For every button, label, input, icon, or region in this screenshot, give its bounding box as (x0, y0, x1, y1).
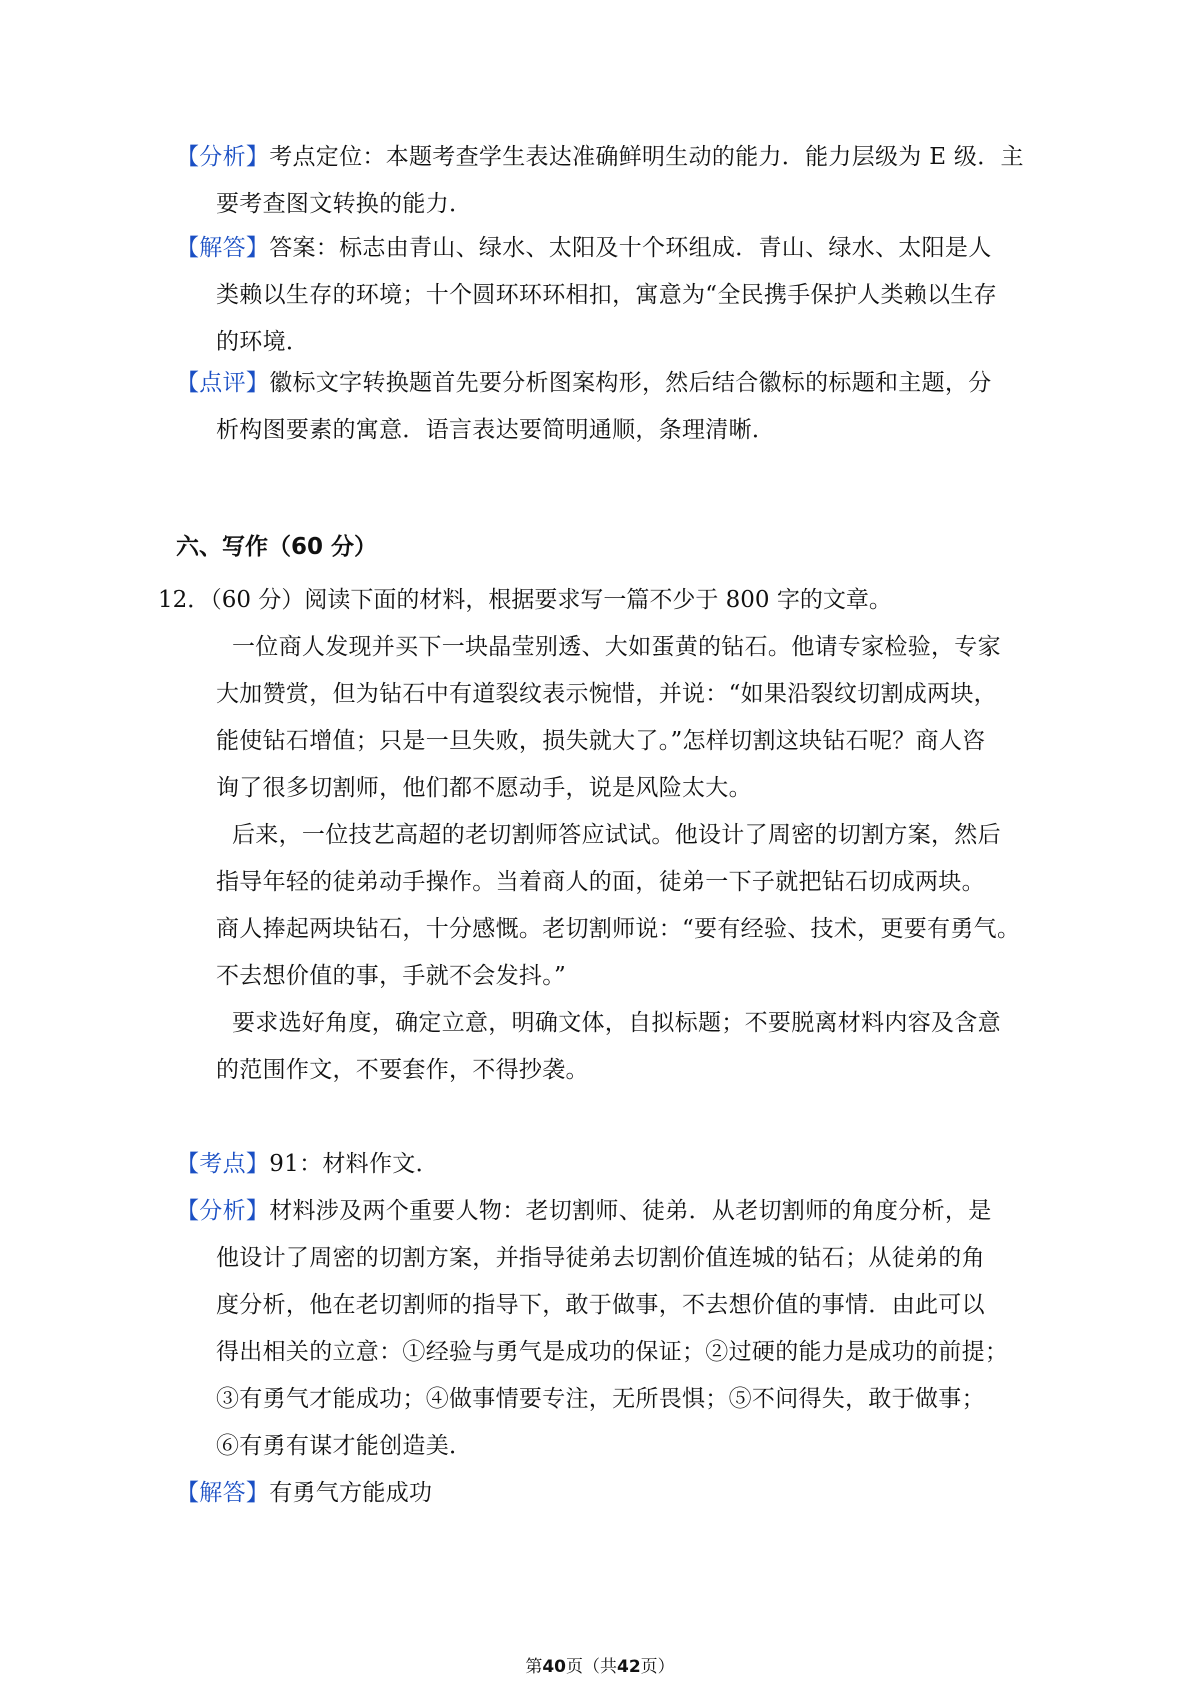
material-p2-line-2: 指导年轻的徒弟动手操作。当着商人的面，徒弟一下子就把钻石切成两块。 (216, 869, 985, 895)
comment-text-2: 析构图要素的寓意．语言表达要简明通顺，条理清晰． (216, 417, 776, 443)
answer2-line (176, 1470, 1026, 1517)
analysis-tag: 【分析】 (176, 144, 270, 170)
analysis2-tag: 【分析】 (176, 1198, 270, 1224)
material-paragraph-3 (216, 1000, 1026, 1094)
keypoint-tag: 【考点】 (176, 1151, 270, 1177)
material-paragraph-2 (216, 812, 1026, 1000)
analysis-text-1: 考点定位：本题考查学生表达准确鲜明生动的能力．能力层级为 E 级．主 (269, 144, 1024, 170)
analysis-line-1 (176, 134, 1026, 181)
section-title: 六、写作（60 分） (176, 534, 378, 560)
material-p1-line-2: 大加赞赏，但为钻石中有道裂纹表示惋惜，并说：“如果沿裂纹切割成两块， (216, 681, 997, 707)
footer-suffix: 页） (640, 1657, 675, 1677)
material-p2-line-3: 商人捧起两块钻石，十分感慨。老切割师说：“要有经验、技术，更要有勇气。 (216, 916, 1021, 942)
answer2-text: 有勇气方能成功 (269, 1480, 433, 1506)
analysis2-text-2: 他设计了周密的切割方案，并指导徒弟去切割价值连城的钻石；从徒弟的角 (216, 1245, 985, 1271)
keypoint-line (176, 1141, 1026, 1188)
answer-tag: 【解答】 (176, 235, 270, 261)
analysis-block-2 (176, 1188, 1026, 1470)
footer-total-pages: 42 (617, 1657, 641, 1677)
answer-block-2 (176, 1470, 1026, 1517)
material-p1-line-1: 一位商人发现并买下一块晶莹别透、大如蛋黄的钻石。他请专家检验，专家 (232, 634, 1001, 660)
comment-block (176, 360, 1026, 454)
answer-block-1 (176, 225, 1026, 366)
answer-line-1 (176, 225, 1026, 272)
footer-page-number: 40 (542, 1657, 566, 1677)
analysis2-text-4: 得出相关的立意：①经验与勇气是成功的保证；②过硬的能力是成功的前提； (216, 1339, 1009, 1365)
analysis2-text-1: 材料涉及两个重要人物：老切割师、徒弟．从老切割师的角度分析，是 (269, 1198, 992, 1224)
material-paragraph-1 (216, 624, 1026, 812)
footer-prefix: 第 (525, 1657, 543, 1677)
keypoint-text: 91：材料作文． (269, 1151, 439, 1177)
material-p3-line-1: 要求选好角度，确定立意，明确文体，自拟标题；不要脱离材料内容及含意 (232, 1010, 1001, 1036)
material-p2-line-4: 不去想价值的事，手就不会发抖。” (216, 963, 567, 989)
material-p1-line-3: 能使钻石增值；只是一旦失败，损失就大了。”怎样切割这块钻石呢？商人咨 (216, 728, 986, 754)
analysis2-text-6: ⑥有勇有谋才能创造美． (216, 1433, 473, 1459)
answer-text-3: 的环境． (216, 329, 310, 355)
answer-text-2: 类赖以生存的环境；十个圆环环环相扣，寓意为“全民携手保护人类赖以生存 (216, 282, 997, 308)
keypoint-block (176, 1141, 1026, 1188)
analysis2-line-1 (176, 1188, 1026, 1235)
material-p1-line-4: 询了很多切割师，他们都不愿动手，说是风险太大。 (216, 775, 752, 801)
material-p2-line-1: 后来，一位技艺高超的老切割师答应试试。他设计了周密的切割方案，然后 (232, 822, 1001, 848)
answer-text-1: 答案：标志由青山、绿水、太阳及十个环组成．青山、绿水、太阳是人 (269, 235, 992, 261)
comment-tag: 【点评】 (176, 370, 270, 396)
analysis2-text-5: ③有勇气才能成功；④做事情要专注，无所畏惧；⑤不问得失，敢于做事； (216, 1386, 985, 1412)
material-p3-line-2: 的范围作文，不要套作，不得抄袭。 (216, 1057, 589, 1083)
question-prompt: 12．（60 分）阅读下面的材料，根据要求写一篇不少于 800 字的文章。 (158, 587, 892, 613)
analysis-block-1 (176, 134, 1026, 228)
analysis-text-2: 要考查图文转换的能力． (216, 191, 473, 217)
answer2-tag: 【解答】 (176, 1480, 270, 1506)
comment-line-1 (176, 360, 1026, 407)
analysis2-text-3: 度分析，他在老切割师的指导下，敢于做事，不去想价值的事情．由此可以 (216, 1292, 985, 1318)
comment-text-1: 徽标文字转换题首先要分析图案构形，然后结合徽标的标题和主题，分 (269, 370, 992, 396)
page-footer (0, 1652, 1200, 1677)
footer-middle: 页（共 (566, 1657, 617, 1677)
